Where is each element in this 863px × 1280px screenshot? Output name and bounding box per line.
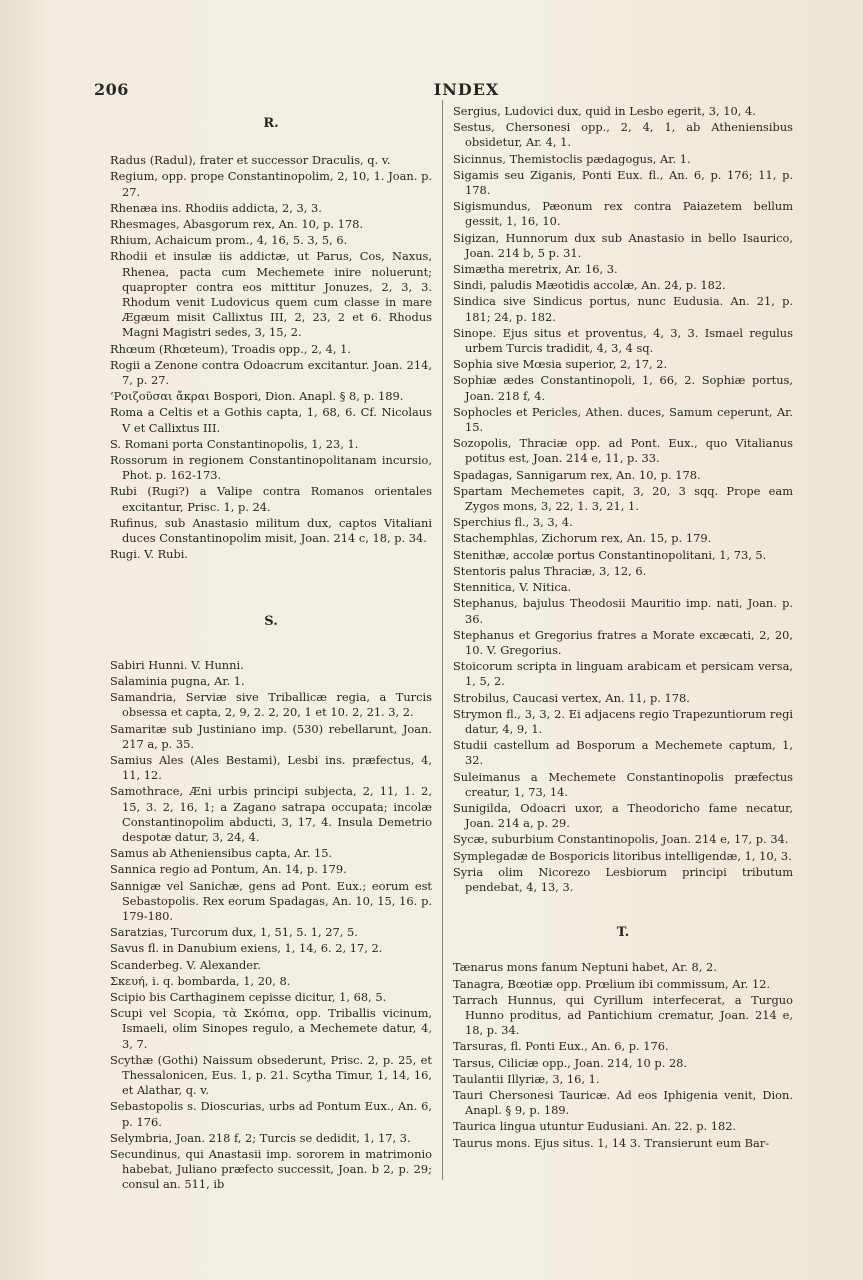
index-entry: Rhenæa ins. Rhodiis addicta, 2, 3, 3.	[110, 200, 322, 215]
index-entry: Rogii a Zenone contra Odoacrum excitantur. Joan. 214, 7, p. 27.	[110, 357, 432, 388]
index-entry: Samandria, Serviæ sive Triballicæ regia, a Turcis obsessa et capta, 2, 9, 2. 2, 20, 1 et 10. 2, 21. 3, 2.	[110, 690, 432, 720]
index-entry: Samius Ales (Ales Bestami), Lesbi ins. præfectus, 4, 11, 12.	[110, 752, 432, 783]
index-entry: Samus ab Atheniensibus capta, Ar. 15.	[110, 846, 333, 861]
index-entry: Syria olim Nicorezo Lesbiorum principi tributum pendebat, 4, 13, 3.	[453, 864, 793, 894]
index-entry: Sozopolis, Thraciæ opp. ad Pont. Eux., quo Vitalianus potitus est, Joan. 214 e, 11, p. 33.	[453, 436, 793, 466]
index-entry: Tarsus, Ciliciæ opp., Joan. 214, 10 p. 28.	[453, 1055, 688, 1070]
index-entry: Sergius, Ludovici dux, quid in Lesbo egerit, 3, 10, 4.	[453, 104, 756, 118]
index-entry: Stenithæ, accolæ portus Constantinopolitani, 1, 73, 5.	[453, 547, 767, 562]
index-entry: ʻΡοιζοῦσαι ἄκραι Bospori, Dion. Anapl. § 8, p. 189.	[110, 389, 404, 404]
index-entry: Savus fl. in Danubium exiens, 1, 14, 6. 2, 17, 2.	[110, 941, 383, 956]
index-entry: Strobilus, Caucasi vertex, An. 11, p. 178.	[453, 690, 690, 705]
index-entry: Stennitica, V. Nitica.	[453, 580, 572, 595]
index-entry: Suleimanus a Mechemete Constantinopolis præfectus creatur, 1, 73, 14.	[453, 769, 793, 799]
index-entry: Symplegadæ de Bosporicis litoribus intelligendæ, 1, 10, 3.	[453, 848, 792, 863]
left-column	[110, 110, 432, 1194]
index-entry: Sperchius fl., 3, 3, 4.	[453, 515, 573, 530]
index-entry: Σκευή, i. q. bombarda, 1, 20, 8.	[110, 973, 291, 988]
index-entry: Rossorum in regionem Constantinopolitanam incursio, Phot. p. 162-173.	[110, 453, 432, 483]
r-entries	[110, 153, 432, 562]
index-entry: Samaritæ sub Justiniano imp. (530) rebellarunt, Joan. 217 a, p. 35.	[110, 721, 432, 751]
index-entry: Tarrach Hunnus, qui Cyrillum interfecerat, a Turguo Hunno proditus, ad Pantichium crematur, Joan. 214 e, 18, p. 34.	[453, 992, 793, 1038]
s-entries-right	[453, 104, 793, 895]
index-entry: Tarsuras, fl. Ponti Eux., An. 6, p. 176.	[453, 1039, 669, 1054]
page-number: 206	[94, 80, 129, 99]
index-entry: Rugi. V. Rubi.	[110, 547, 189, 562]
index-entry: Studii castellum ad Bosporum a Mechemete captum, 1, 32.	[453, 738, 793, 768]
index-entry: Rhodii et insulæ iis addictæ, ut Parus, Cos, Naxus, Rhenea, pacta cum Mechemete inire noluerunt; quapropter contra eos mittitur Jonuzes, 2, 3, 3. Rhodum venit Ludovicus quem cum classe in mare Ægæum misit Callixtus III, 2, 23, 2 et 6. Rhodus Magni Magistri sedes, 3, 15, 2.	[110, 249, 432, 340]
index-entry: S. Romani porta Constantinopolis, 1, 23, 1.	[110, 436, 359, 451]
index-entry: Sigizan, Hunnorum dux sub Anastasio in bello Isaurico, Joan. 214 b, 5 p. 31.	[453, 230, 793, 260]
index-entry: Sannica regio ad Pontum, An. 14, p. 179.	[110, 862, 347, 877]
column-divider	[442, 100, 443, 1180]
index-entry: Strymon fl., 3, 3, 2. Ei adjacens regio Trapezuntiorum regi datur, 4, 9, 1.	[453, 706, 793, 736]
index-entry: Secundinus, qui Anastasii imp. sororem in matrimonio habebat, Juliano præfecto successit, Joan. b 2, p. 29; consul an. 511, ib	[110, 1146, 432, 1192]
index-entry: Spartam Mechemetes capit, 3, 20, 3 sqq. Prope eam Zygos mons, 3, 22, 1. 3, 21, 1.	[453, 483, 793, 514]
index-entry: Sestus, Chersonesi opp., 2, 4, 1, ab Atheniensibus obsidetur, Ar. 4, 1.	[453, 120, 793, 150]
index-entry: Samothrace, Æni urbis principi subjecta, 2, 11, 1. 2, 15, 3. 2, 16, 1; a Zagano satrapa occupata; incolæ Constantinopolim abducti, 3, 17, 4. Insula Demetrio despotæ datur, 3, 24, 4.	[110, 784, 432, 844]
index-entry: Rhœum (Rhœteum), Troadis opp., 2, 4, 1.	[110, 341, 351, 356]
index-entry: Tænarus mons fanum Neptuni habet, Ar. 8, 2.	[453, 960, 717, 975]
index-entry: Scupi vel Scopia, τὰ Σκόπια, opp. Triballis vicinum, Ismaeli, olim Sinopes regulo, a Mechemete datur, 4, 3, 7.	[110, 1006, 432, 1051]
index-entry: Stephanus et Gregorius fratres a Morate excæcati, 2, 20, 10. V. Gregorius.	[453, 627, 793, 657]
t-entries	[453, 960, 793, 1150]
index-entry: Roma a Celtis et a Gothis capta, 1, 68, 6. Cf. Nicolaus V et Callixtus III.	[110, 405, 432, 435]
index-entry: Rhium, Achaicum prom., 4, 16, 5. 3, 5, 6.	[110, 233, 348, 248]
running-title: INDEX	[433, 80, 500, 99]
section-heading-r: R.	[263, 116, 279, 131]
index-entry: Sigamis seu Ziganis, Ponti Eux. fl., An. 6, p. 176; 11, p. 178.	[453, 167, 793, 198]
index-entry: Sannigæ vel Sanichæ, gens ad Pont. Eux.; eorum est Sebastopolis. Rex eorum Spadagas, An. 10, 15, 16. p. 179-180.	[110, 878, 432, 923]
section-heading-t: T.	[616, 925, 630, 941]
index-entry: Selymbria, Joan. 218 f, 2; Turcis se dedidit, 1, 17, 3.	[110, 1130, 411, 1145]
s-entries-left	[110, 658, 432, 1193]
index-entry: Regium, opp. prope Constantinopolim, 2, 10, 1. Joan. p. 27.	[110, 169, 432, 199]
index-entry: Sophiæ ædes Constantinopoli, 1, 66, 2. Sophiæ portus, Joan. 218 f, 4.	[453, 373, 793, 403]
index-entry: Taurus mons. Ejus situs. 1, 14 3. Transierunt eum Bar-	[453, 1135, 770, 1150]
index-entry: Sabiri Hunni. V. Hunni.	[110, 657, 244, 672]
section-heading-s: S.	[264, 614, 278, 630]
index-entry: Stentoris palus Thraciæ, 3, 12, 6.	[453, 563, 647, 578]
index-entry: Tauri Chersonesi Tauricæ. Ad eos Iphigenia venit, Dion. Anapl. § 9, p. 189.	[453, 1087, 793, 1118]
index-entry: Salaminia pugna, Ar. 1.	[110, 673, 245, 688]
index-entry: Sindica sive Sindicus portus, nunc Eudusia. An. 21, p. 181; 24, p. 182.	[453, 294, 793, 324]
index-entry: Rhesmages, Abasgorum rex, An. 10, p. 178.	[110, 217, 364, 232]
right-column	[453, 104, 793, 1152]
index-entry: Saratzias, Turcorum dux, 1, 51, 5. 1, 27, 5.	[110, 925, 358, 940]
index-entry: Taulantii Illyriæ, 3, 16, 1.	[453, 1071, 600, 1086]
index-entry: Scipio bis Carthaginem cepisse dicitur, 1, 68, 5.	[110, 989, 387, 1004]
index-entry: Sigismundus, Pæonum rex contra Paiazetem bellum gessit, 1, 16, 10.	[453, 199, 793, 229]
page-header	[94, 80, 839, 102]
index-entry: Sycæ, suburbium Constantinopolis, Joan. 214 e, 17, p. 34.	[453, 832, 789, 847]
index-entry: Rubi (Rugi?) a Valipe contra Romanos orientales excitantur, Prisc. 1, p. 24.	[110, 484, 432, 514]
index-entry: Rufinus, sub Anastasio militum dux, captos Vitaliani duces Constantinopolim misit, Joan. 214 c, 18, p. 34.	[110, 515, 432, 546]
index-entry: Stephanus, bajulus Theodosii Mauritio imp. nati, Joan. p. 36.	[453, 596, 793, 626]
index-entry: Sicinnus, Themistoclis pædagogus, Ar. 1.	[453, 151, 691, 166]
index-entry: Stachemphlas, Zichorum rex, An. 15, p. 179.	[453, 531, 712, 546]
index-entry: Sindi, paludis Mæotidis accolæ, An. 24, p. 182.	[453, 278, 726, 293]
index-entry: Stoicorum scripta in linguam arabicam et persicam versa, 1, 5, 2.	[453, 659, 793, 689]
index-entry: Sophocles et Pericles, Athen. duces, Samum ceperunt, Ar. 15.	[453, 404, 793, 435]
index-entry: Sophia sive Mœsia superior, 2, 17, 2.	[453, 357, 668, 372]
index-entry: Tanagra, Bœotiæ opp. Prœlium ibi commissum, Ar. 12.	[453, 976, 771, 991]
index-entry: Taurica lingua utuntur Eudusiani. An. 22. p. 182.	[453, 1119, 737, 1134]
index-entry: Sunigilda, Odoacri uxor, a Theodoricho fame necatur, Joan. 214 a, p. 29.	[453, 800, 793, 831]
index-entry: Simætha meretrix, Ar. 16, 3.	[453, 262, 618, 277]
index-entry: Radus (Radul), frater et successor Draculis, q. v.	[110, 153, 391, 168]
index-entry: Sinope. Ejus situs et proventus, 4, 3, 3. Ismael regulus urbem Turcis tradidit, 4, 3, 4 sq.	[453, 325, 793, 356]
index-entry: Spadagas, Sannigarum rex, An. 10, p. 178.	[453, 467, 701, 482]
index-entry: Scanderbeg. V. Alexander.	[110, 957, 261, 972]
index-entry: Scythæ (Gothi) Naissum obsederunt, Prisc. 2, p. 25, et Thessalonicen, Eus. 1, p. 21. Scytha Timur, 1, 14, 16, et Alathar, q. v.	[110, 1052, 432, 1098]
index-entry: Sebastopolis s. Dioscurias, urbs ad Pontum Eux., An. 6, p. 176.	[110, 1099, 432, 1129]
